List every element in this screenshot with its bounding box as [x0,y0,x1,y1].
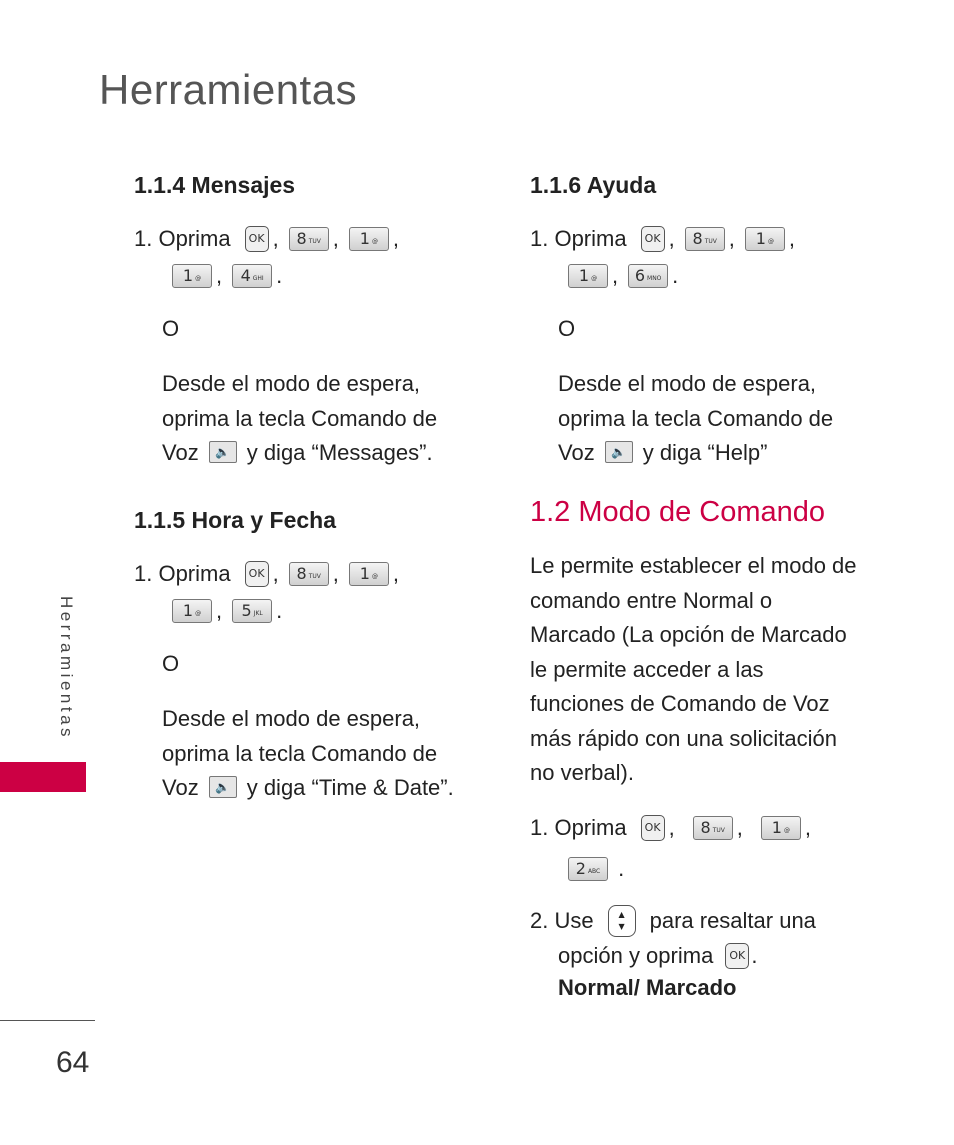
side-section-label: Herramientas [57,596,76,741]
step-text: 1. Oprima [530,226,627,251]
side-accent-bar [0,762,86,792]
key-8-icon: 8 TUV [685,227,725,251]
step-text: 1. Oprima [134,561,231,586]
step-line: 1. Oprima OK , 8 TUV , 1 @ , [530,221,795,256]
ok-key-icon: OK [641,815,665,841]
step-line-cont: 1 @ , 6 MNO . [564,258,678,293]
step-line-cont: 1 @ , 5 JKL . [168,593,282,628]
key-5-icon: 5 JKL [232,599,272,623]
key-2-icon: 2 ABC [568,857,608,881]
page-number: 64 [56,1046,90,1079]
speaker-icon: 🔈 [605,441,633,463]
description-paragraph: Le permite establecer el modo de comando entre Normal o Marcado (La opción de Marcado le permite acceder a las funciones de Comando de Voz más rápido con una solicitación no verbal). [530,553,857,785]
step-line-2-cont: opción y oprima OK . [558,943,758,968]
step-line: 1. Oprima OK , 8 TUV , 1 @ , [530,810,811,845]
step-line: 1. Oprima OK , 8 TUV , 1 @ , [134,556,399,591]
speaker-icon: 🔈 [209,441,237,463]
step-line: 1. Oprima OK , 8 TUV , 1 @ , [134,221,399,256]
step-text: 1. Oprima [134,226,231,251]
or-text: O [162,316,180,341]
key-1-icon: 1 @ [761,816,801,840]
step-text: 1. Oprima [530,815,627,840]
key-1-icon: 1 @ [349,562,389,586]
page-title: Herramientas [99,66,358,113]
step-line-2: 2. Use ▲ ▼ para resaltar una [530,903,816,938]
option-names: Normal/ Marcado [558,975,737,1000]
key-1-icon: 1 @ [172,264,212,288]
section-heading-ayuda: 1.1.6 Ayuda [530,172,657,198]
step-line-cont: 2 ABC . [564,851,624,886]
section-heading-mensajes: 1.1.4 Mensajes [134,172,296,198]
key-1-icon: 1 @ [745,227,785,251]
key-8-icon: 8 TUV [289,562,329,586]
key-1-icon: 1 @ [568,264,608,288]
ok-key-icon: OK [641,226,665,252]
key-1-icon: 1 @ [349,227,389,251]
instruction-paragraph: Desde el modo de espera, oprima la tecla Comando de Voz 🔈 y diga “Time & Date”. [162,706,454,800]
instruction-paragraph: Desde el modo de espera, oprima la tecla Comando de Voz 🔈 y diga “Messages”. [162,371,438,465]
key-1-icon: 1 @ [172,599,212,623]
ok-key-icon: OK [725,943,749,969]
or-text: O [558,316,576,341]
step-text: 2. Use [530,908,594,933]
key-4-icon: 4 GHI [232,264,272,288]
or-text: O [162,651,180,676]
speaker-icon: 🔈 [209,776,237,798]
navigation-key-icon: ▲ ▼ [608,905,636,937]
ok-key-icon: OK [245,226,269,252]
section-heading-modo-comando: 1.2 Modo de Comando [530,496,826,528]
instruction-paragraph: Desde el modo de espera, oprima la tecla Comando de Voz 🔈 y diga “Help” [558,371,834,465]
ok-key-icon: OK [245,561,269,587]
key-8-icon: 8 TUV [693,816,733,840]
key-6-icon: 6 MNO [628,264,668,288]
section-heading-hora-fecha: 1.1.5 Hora y Fecha [134,507,336,533]
key-8-icon: 8 TUV [289,227,329,251]
footer-rule [0,1020,95,1021]
step-line-cont: 1 @ , 4 GHI . [168,258,282,293]
